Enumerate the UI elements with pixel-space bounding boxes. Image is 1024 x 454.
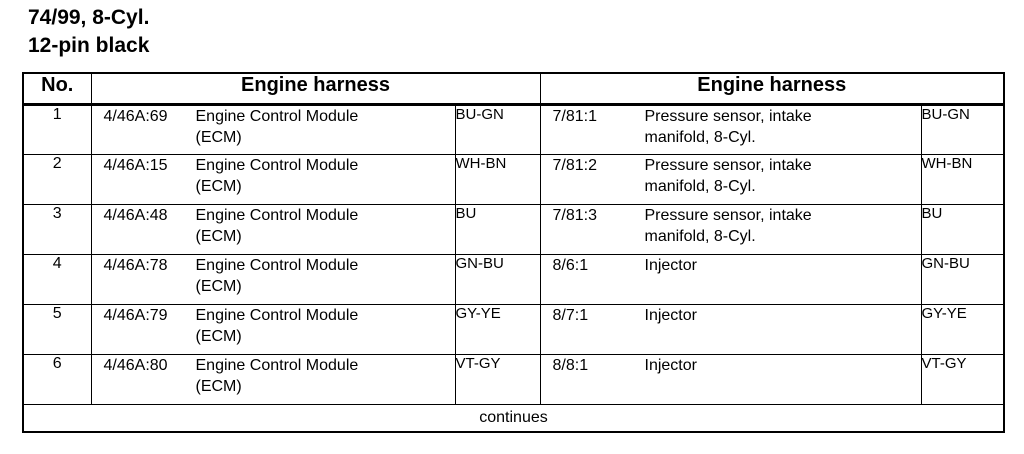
right-description: Injector <box>644 257 697 274</box>
left-pin: 4/46A:79 <box>103 307 168 324</box>
table-row <box>23 255 1004 305</box>
left-connector-cell <box>91 155 455 205</box>
right-connector-cell <box>540 155 921 205</box>
left-description: Engine Control Module (ECM) <box>195 357 359 395</box>
table-row <box>23 205 1004 255</box>
row-number: 2 <box>23 155 91 205</box>
right-pin: 8/7:1 <box>552 307 589 324</box>
left-description: Engine Control Module (ECM) <box>195 207 359 245</box>
continues-label: continues <box>23 405 1004 433</box>
right-connector-cell <box>540 205 921 255</box>
right-description: Injector <box>644 357 697 374</box>
left-pin: 4/46A:80 <box>103 357 168 374</box>
left-pin: 4/46A:78 <box>103 257 168 274</box>
right-description: Pressure sensor, intake manifold, 8-Cyl. <box>644 207 812 245</box>
left-wire-color: BU <box>455 205 540 255</box>
right-pin: 7/81:3 <box>552 207 597 224</box>
right-description: Pressure sensor, intake manifold, 8-Cyl. <box>644 157 812 195</box>
left-description: Engine Control Module (ECM) <box>195 257 359 295</box>
right-wire-color: WH-BN <box>921 155 1004 205</box>
left-wire-color: GN-BU <box>455 255 540 305</box>
left-wire-color: WH-BN <box>455 155 540 205</box>
header-no: No. <box>23 73 91 105</box>
left-pin: 4/46A:48 <box>103 207 168 224</box>
continues-row <box>23 405 1004 433</box>
left-pin: 4/46A:69 <box>103 108 168 125</box>
table-body <box>23 105 1004 405</box>
right-wire-color: BU <box>921 205 1004 255</box>
right-pin: 7/81:1 <box>552 108 597 125</box>
row-number: 6 <box>23 355 91 405</box>
right-wire-color: GN-BU <box>921 255 1004 305</box>
left-wire-color: BU-GN <box>455 105 540 155</box>
table-row <box>23 105 1004 155</box>
row-number: 1 <box>23 105 91 155</box>
harness-table <box>22 72 1005 433</box>
left-wire-color: GY-YE <box>455 305 540 355</box>
left-description: Engine Control Module (ECM) <box>195 307 359 345</box>
right-description: Injector <box>644 307 697 324</box>
right-description: Pressure sensor, intake manifold, 8-Cyl. <box>644 108 812 146</box>
table-header-row <box>23 73 1004 105</box>
row-number: 3 <box>23 205 91 255</box>
row-number: 4 <box>23 255 91 305</box>
left-description: Engine Control Module (ECM) <box>195 108 359 146</box>
right-pin: 7/81:2 <box>552 157 597 174</box>
right-connector-cell <box>540 355 921 405</box>
header-engine-harness-left: Engine harness <box>91 73 540 105</box>
left-connector-cell <box>91 205 455 255</box>
right-wire-color: BU-GN <box>921 105 1004 155</box>
left-pin: 4/46A:15 <box>103 157 168 174</box>
right-connector-cell <box>540 305 921 355</box>
left-connector-cell <box>91 355 455 405</box>
row-number: 5 <box>23 305 91 355</box>
left-connector-cell <box>91 255 455 305</box>
table-row <box>23 155 1004 205</box>
table-row <box>23 305 1004 355</box>
left-connector-cell <box>91 305 455 355</box>
right-pin: 8/8:1 <box>552 357 589 374</box>
table-row <box>23 355 1004 405</box>
right-wire-color: VT-GY <box>921 355 1004 405</box>
header-engine-harness-right: Engine harness <box>540 73 1004 105</box>
connector-subtitle: 12-pin black <box>28 34 150 57</box>
document-title: 74/99, 8-Cyl. <box>28 6 150 29</box>
right-wire-color: GY-YE <box>921 305 1004 355</box>
left-connector-cell <box>91 105 455 155</box>
right-connector-cell <box>540 105 921 155</box>
right-connector-cell <box>540 255 921 305</box>
left-wire-color: VT-GY <box>455 355 540 405</box>
left-description: Engine Control Module (ECM) <box>195 157 359 195</box>
right-pin: 8/6:1 <box>552 257 589 274</box>
